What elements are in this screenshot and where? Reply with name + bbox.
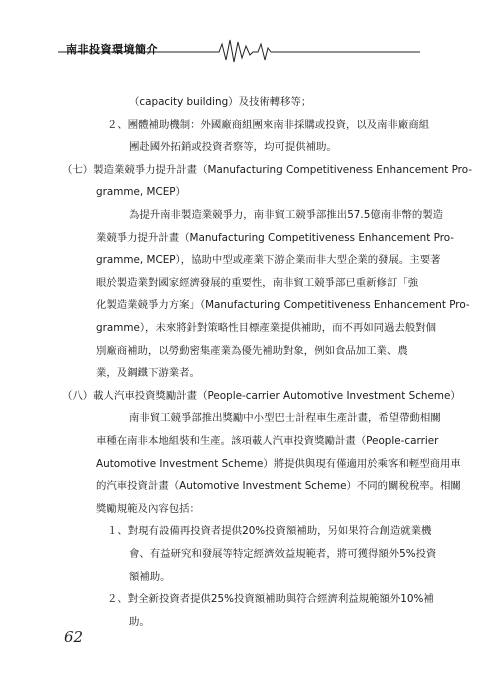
text-line: 業，及鋼鐵下游業者。: [96, 367, 200, 380]
text-line: （capacity building）及技術轉移等；: [129, 96, 312, 108]
text-line: 額補助。: [129, 570, 171, 583]
text-line: 助。: [129, 615, 150, 628]
text-line: 化製造業競爭力方案」（Manufacturing Competitiveness Enhancement Pro-: [96, 299, 470, 312]
header-wave-rule: [0, 0, 480, 70]
list-item-2: ２、團體補助機制：外國廠商組團來南非採購或投資，以及南非廠商組: [107, 118, 430, 131]
text-line: 眼於製造業對國家經濟發展的重要性，南非貿工競爭部已重新修訂「強: [96, 276, 419, 289]
paragraph-start: 為提升南非製造業競爭力，南非貿工競爭部推出57.5億南非幣的製造: [129, 209, 444, 221]
list-item-1: １、對現有設備再投資者提供20%投資額補助，另如果符合創造就業機: [107, 525, 432, 538]
text-line: 別廠商補助，以勞動密集產業為優先補助對象，例如食品加工業、農: [96, 344, 408, 357]
list-item-2b: ２、對全新投資者提供25%投資額補助與符合經濟利益規範額外10%補: [107, 593, 434, 606]
text-line: gramme, MCEP），協助中型或產業下游企業而非大型企業的發展。主要著: [96, 254, 441, 267]
text-line: 業競爭力提升計畫（Manufacturing Competitiveness Enhancement Pro-: [96, 231, 455, 244]
section-heading-7: （七）製造業競爭力提升計畫（Manufacturing Competitiveness Enhancement Pro-: [62, 163, 473, 176]
paragraph-start: 南非貿工競爭部推出獎勵中小型巴士計程車生產計畫，希望帶動相關: [129, 412, 441, 425]
page-number: 62: [64, 628, 84, 646]
section-heading-8: （八）載人汽車投資獎勵計畫（People-carrier Automotive Investment Scheme）: [62, 389, 461, 402]
text-line: 團赴國外拓銷或投資者察等，均可提供補助。: [129, 141, 337, 154]
text-line: gramme, MCEP）: [96, 186, 186, 199]
running-header: [0, 0, 480, 70]
text-line: 獎勵規範及內容包括：: [96, 502, 200, 515]
header-title: 南非投資環境簡介: [66, 43, 158, 56]
text-line: 會、有益研究和發展等特定經濟效益規範者，將可獲得額外5%投資: [129, 548, 437, 560]
text-line: Automotive Investment Scheme）將提供與現有僅適用於乘客和輕型商用車: [96, 457, 461, 470]
text-line: 車種在南非本地組裝和生產。該項載人汽車投資獎勵計畫（People-carrier: [96, 435, 439, 447]
text-line: 的汽車投資計畫（Automotive Investment Scheme）不同的關稅稅率。相關: [96, 480, 461, 493]
text-line: gramme），未來將針對策略性目標產業提供補助，而不再如同過去般對個: [96, 322, 436, 334]
